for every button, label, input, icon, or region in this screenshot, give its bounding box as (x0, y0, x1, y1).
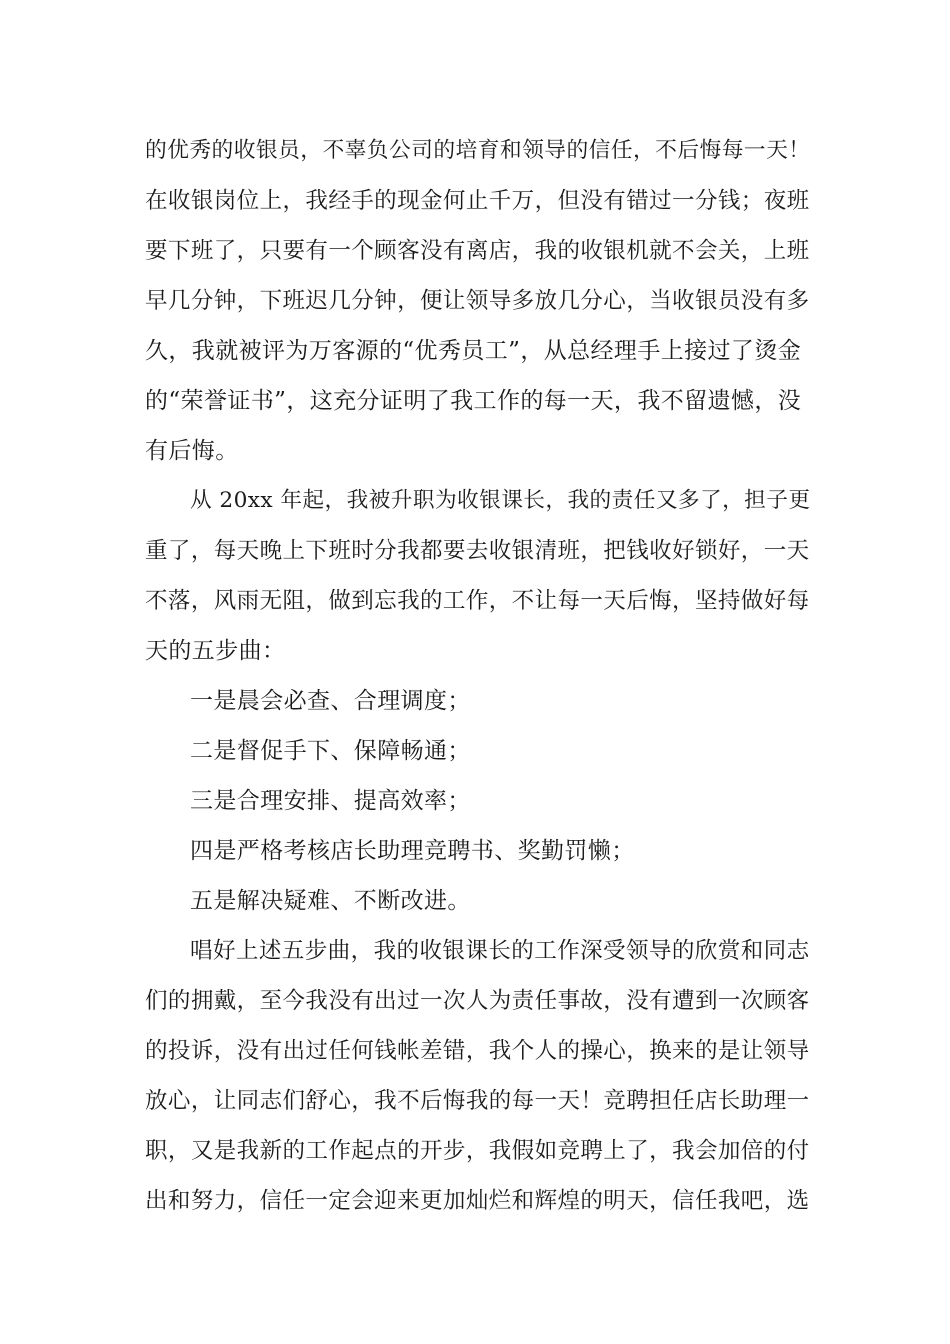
text-line: 唱好上述五步曲，我的收银课长的工作深受领导的欣赏和同志 (190, 938, 810, 964)
text-line: 早几分钟，下班迟几分钟，便让领导多放几分心，当收银员没有多 (145, 288, 810, 314)
text-line: 要下班了，只要有一个顾客没有离店，我的收银机就不会关，上班 (145, 238, 810, 264)
text-line: 放心，让同志们舒心，我不后悔我的每一天！竞聘担任店长助理一 (145, 1088, 810, 1114)
text-line: 天的五步曲： (145, 638, 286, 664)
text-line: 出和努力，信任一定会迎来更加灿烂和辉煌的明天，信任我吧，选 (145, 1188, 810, 1214)
text-line: 在收银岗位上，我经手的现金何止千万，但没有错过一分钱；夜班 (145, 188, 810, 214)
text-line: 久，我就被评为万客源的“优秀员工”，从总经理手上接过了烫金 (145, 338, 802, 364)
text-line: 有后悔。 (145, 438, 239, 464)
text-line: 的投诉，没有出过任何钱帐差错，我个人的操心，换来的是让领导 (145, 1038, 810, 1064)
list-item: 二是督促手下、保障畅通； (190, 738, 471, 764)
text-line: 从 20xx 年起，我被升职为收银课长，我的责任又多了，担子更 (190, 488, 811, 513)
list-item: 四是严格考核店长助理竞聘书、奖勤罚懒； (190, 838, 635, 864)
text-line: 的“荣誉证书”，这充分证明了我工作的每一天，我不留遗憾，没 (145, 388, 802, 414)
text-line: 不落，风雨无阻，做到忘我的工作，不让每一天后悔，坚持做好每 (145, 588, 810, 614)
text-line: 重了，每天晚上下班时分我都要去收银清班，把钱收好锁好，一天 (145, 538, 810, 564)
list-item: 三是合理安排、提高效率； (190, 788, 471, 814)
text-line: 们的拥戴，至今我没有出过一次人为责任事故，没有遭到一次顾客 (145, 988, 810, 1014)
list-item: 一是晨会必查、合理调度； (190, 688, 471, 714)
list-item: 五是解决疑难、不断改进。 (190, 888, 471, 914)
text-line: 的优秀的收银员，不辜负公司的培育和领导的信任，不后悔每一天！ (145, 138, 811, 163)
text-line: 职，又是我新的工作起点的开步，我假如竞聘上了，我会加倍的付 (145, 1138, 810, 1164)
